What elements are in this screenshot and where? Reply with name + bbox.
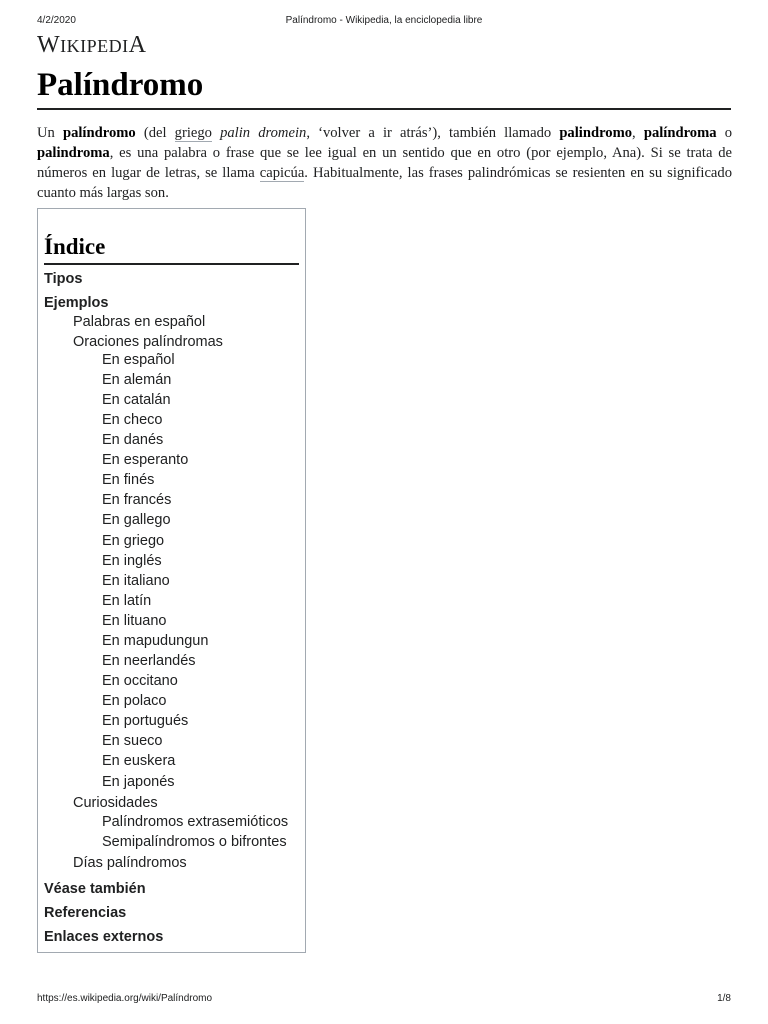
toc-title: Índice <box>44 231 299 265</box>
page-title: Palíndromo <box>37 64 731 110</box>
intro-text: (del <box>135 125 175 141</box>
toc-item[interactable]: En esperanto <box>102 452 189 468</box>
toc-item[interactable]: En neerlandés <box>102 653 196 669</box>
toc-item[interactable]: Ejemplos <box>44 295 109 311</box>
toc-item[interactable]: En alemán <box>102 372 172 388</box>
toc-item[interactable]: En checo <box>102 412 163 428</box>
toc-item[interactable]: Referencias <box>44 905 127 921</box>
intro-text: , es una palabra o frase que se lee igual en un sentido que en otro (por ejemplo, Ana). Si se trata de números en lugar de letras, se llama <box>37 145 732 181</box>
print-date: 4/2/2020 <box>37 15 76 26</box>
wordmark-final: A <box>128 32 147 58</box>
toc-item[interactable]: Días palíndromos <box>73 855 187 871</box>
toc-item[interactable]: En español <box>102 352 175 368</box>
table-of-contents <box>37 208 306 953</box>
intro-paragraph <box>37 123 732 203</box>
toc-item[interactable]: En sueco <box>102 733 163 749</box>
toc-item[interactable]: Curiosidades <box>73 795 158 811</box>
toc-item[interactable]: En japonés <box>102 774 175 790</box>
toc-item[interactable]: En francés <box>102 492 172 508</box>
print-footer <box>37 993 731 1007</box>
intro-bold-term: palíndroma <box>643 125 717 141</box>
toc-item[interactable]: En euskera <box>102 753 176 769</box>
toc-item[interactable]: Tipos <box>44 271 83 287</box>
print-header <box>37 15 731 29</box>
toc-item[interactable]: En gallego <box>102 512 171 528</box>
toc-item[interactable]: Enlaces externos <box>44 929 164 945</box>
intro-text: . Habitualmente, las frases palindrómicas se resienten en su significado cuanto más largas son. <box>37 165 732 201</box>
toc-item[interactable]: En mapudungun <box>102 633 209 649</box>
link-griego[interactable]: griego <box>174 125 212 141</box>
wikipedia-wordmark[interactable] <box>37 32 147 59</box>
print-url: https://es.wikipedia.org/wiki/Palíndromo <box>37 993 213 1004</box>
toc-item[interactable]: En griego <box>102 533 165 549</box>
toc-item[interactable]: En italiano <box>102 573 170 589</box>
toc-item[interactable]: Palíndromos extrasemióticos <box>102 814 289 830</box>
wordmark-middle: IKIPEDI <box>60 36 129 56</box>
toc-item[interactable]: En portugués <box>102 713 189 729</box>
toc-item[interactable]: En polaco <box>102 693 167 709</box>
intro-text: , ‘volver a ir atrás’), también llamado <box>306 125 560 141</box>
link-capicua[interactable]: capicúa <box>259 165 305 181</box>
toc-item[interactable]: Semipalíndromos o bifrontes <box>102 834 287 850</box>
intro-text: , <box>632 125 644 141</box>
toc-item[interactable]: En latín <box>102 593 152 609</box>
toc-item[interactable]: En occitano <box>102 673 178 689</box>
toc-item[interactable]: Véase también <box>44 881 146 897</box>
toc-item[interactable]: En finés <box>102 472 155 488</box>
intro-bold-term: palindroma <box>37 145 110 161</box>
wordmark-initial: W <box>37 32 61 58</box>
toc-item[interactable]: Oraciones palíndromas <box>73 334 223 350</box>
intro-text: Un <box>37 125 63 141</box>
page-indicator: 1/8 <box>717 993 731 1004</box>
toc-item[interactable]: En inglés <box>102 553 162 569</box>
toc-item[interactable]: En catalán <box>102 392 171 408</box>
print-page-title: Palíndromo - Wikipedia, la enciclopedia libre <box>285 15 483 26</box>
intro-text: o <box>716 125 732 141</box>
toc-item[interactable]: En lituano <box>102 613 167 629</box>
intro-italic-term: palin dromein <box>220 125 307 141</box>
intro-text <box>212 125 220 141</box>
intro-bold-term: palíndromo <box>62 125 136 141</box>
intro-bold-term: palindromo <box>559 125 633 141</box>
toc-item[interactable]: En danés <box>102 432 164 448</box>
toc-item[interactable]: Palabras en español <box>73 314 206 330</box>
